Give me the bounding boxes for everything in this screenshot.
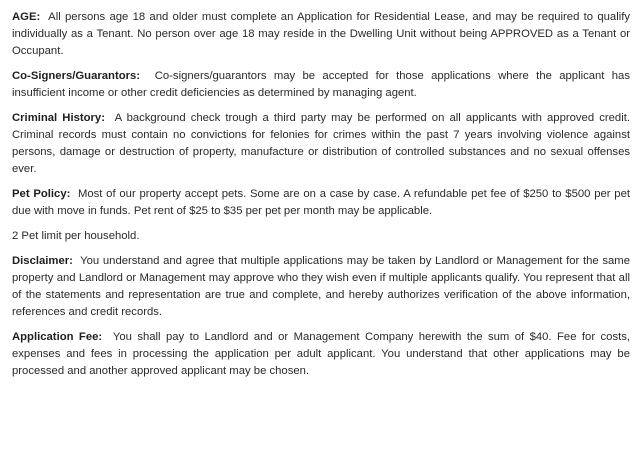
section-co-signers [12, 68, 630, 102]
section-text: Most of our property accept pets. Some are on a case by case. A refundable pet fee of $250 to $500 per pet due with move in funds. Pet rent of $25 to $35 per pet per month may be applicable. [12, 188, 630, 217]
section-pet-policy [12, 186, 630, 220]
section-label: Disclaimer: [12, 255, 73, 267]
section-text: Co-signers/guarantors may be accepted for those applications where the applicant has insufficient income or other credit deficiencies as determined by managing agent. [12, 70, 630, 99]
section-application-fee [12, 329, 630, 380]
section-age [12, 9, 630, 60]
section-label: Pet Policy: [12, 188, 71, 200]
section-label: Co-Signers/Guarantors: [12, 70, 141, 82]
section-label: AGE: [12, 11, 41, 23]
section-text: You shall pay to Landlord and or Management Company herewith the sum of $40. Fee for costs, expenses and fees in processing the application per adult applicant. You understand that other applications may be processed and another approved applicant may be chosen. [12, 331, 631, 377]
section-criminal-history [12, 110, 630, 178]
section-label: Application Fee: [12, 331, 103, 343]
section-pet-limit [12, 228, 630, 245]
section-text: A background check trough a third party may be performed on all applicants with approved credit. Criminal records must contain no convictions for felonies for crimes within the past 7 years involving violence against persons, damage or destruction of property, manufacture or distribution of controlled substances and no sexual offenses ever. [12, 112, 630, 175]
section-text: All persons age 18 and older must complete an Application for Residential Lease, and may be required to qualify individually as a Tenant. No person over age 18 may reside in the Dwelling Unit without being APPROVED as a Tenant or Occupant. [12, 11, 630, 57]
section-label: Criminal History: [12, 112, 105, 124]
section-disclaimer [12, 253, 630, 321]
section-text: 2 Pet limit per household. [12, 230, 140, 242]
document-body [12, 9, 630, 388]
section-text: You understand and agree that multiple applications may be taken by Landlord or Management for the same property and Landlord or Management may approve who they wish even if multiple applicants qualify. You represent that all of the statements and representation are true and complete, and hereby authorizes verification of the above information, references and credit records. [12, 255, 631, 318]
